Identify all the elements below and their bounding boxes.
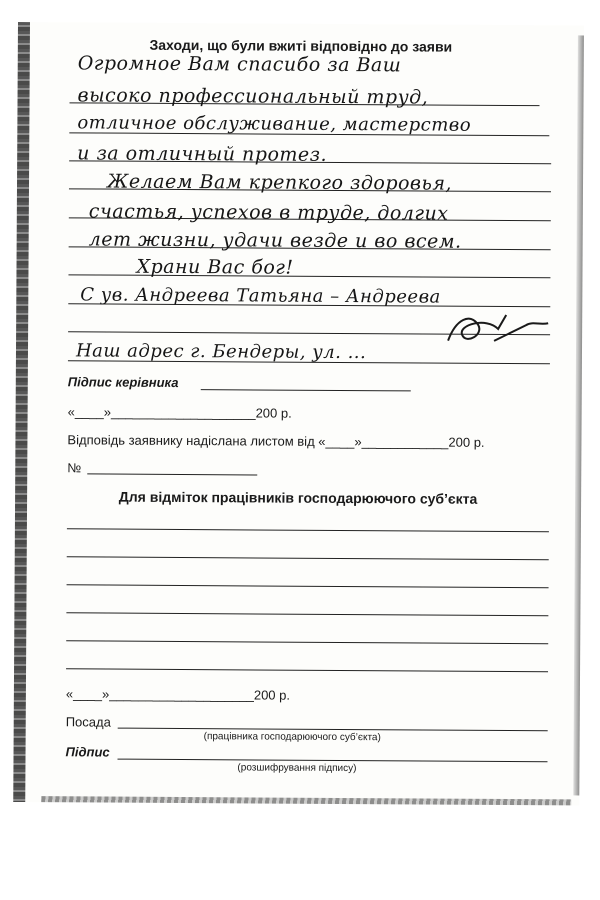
number-line: [87, 473, 257, 475]
handwritten-line: высоко профессиональный труд,: [77, 84, 429, 109]
page-edge-bottom: [41, 796, 571, 805]
date-line-1: «____»____________________200 р.: [67, 404, 292, 421]
handwritten-line: лет жизни, удачи везде и во всем.: [88, 228, 462, 253]
reply-sent-label: Відповідь заявнику надіслана листом від «____»____________200 р.: [67, 432, 485, 450]
handwritten-signature: [436, 295, 556, 356]
handwritten-line: Желаем Вам крепкого здоровья,: [106, 170, 453, 195]
blank-rule: [67, 528, 549, 532]
section-title: Для відміток працівників господарюючого суб’єкта: [118, 488, 478, 507]
handwritten-address: Наш адрес г. Бендеры, ул. ...: [75, 340, 367, 364]
number-label: №: [67, 460, 82, 476]
handwritten-line: С ув. Андреева Татьяна – Андреева: [80, 284, 441, 308]
handwritten-line: Огромное Вам спасибо за Ваш: [77, 52, 402, 77]
handwritten-line: и за отличный протез.: [77, 142, 328, 166]
blank-rule: [66, 668, 548, 672]
form-page: [13, 22, 584, 805]
handwritten-line: Храни Вас бог!: [136, 255, 294, 279]
blank-rule: [67, 584, 549, 588]
position-label: Посада: [65, 714, 111, 730]
signature-caption: (розшифрування підпису): [237, 762, 357, 775]
position-caption: (працівника господарюючого суб’єкта): [203, 731, 381, 744]
blank-rule: [67, 556, 549, 560]
position-line: [118, 728, 548, 732]
signature-label: Підпис: [65, 744, 110, 760]
blank-rule: [66, 612, 548, 616]
measures-header: Заходи, що були вжиті відповідно до заяви: [149, 36, 453, 55]
binding-edge: [13, 22, 30, 802]
handwritten-line: отличное обслуживание, мастерство: [77, 112, 472, 136]
signature-line: [117, 759, 547, 763]
head-signature-label: Підпис керівника: [67, 374, 179, 390]
page-edge-right: [573, 35, 584, 795]
handwritten-line: счастья, успехов в труде, долгих: [88, 200, 449, 225]
date-line-2: «____»____________________200 р.: [65, 686, 291, 703]
blank-rule: [66, 640, 548, 644]
head-signature-line: [201, 389, 411, 391]
